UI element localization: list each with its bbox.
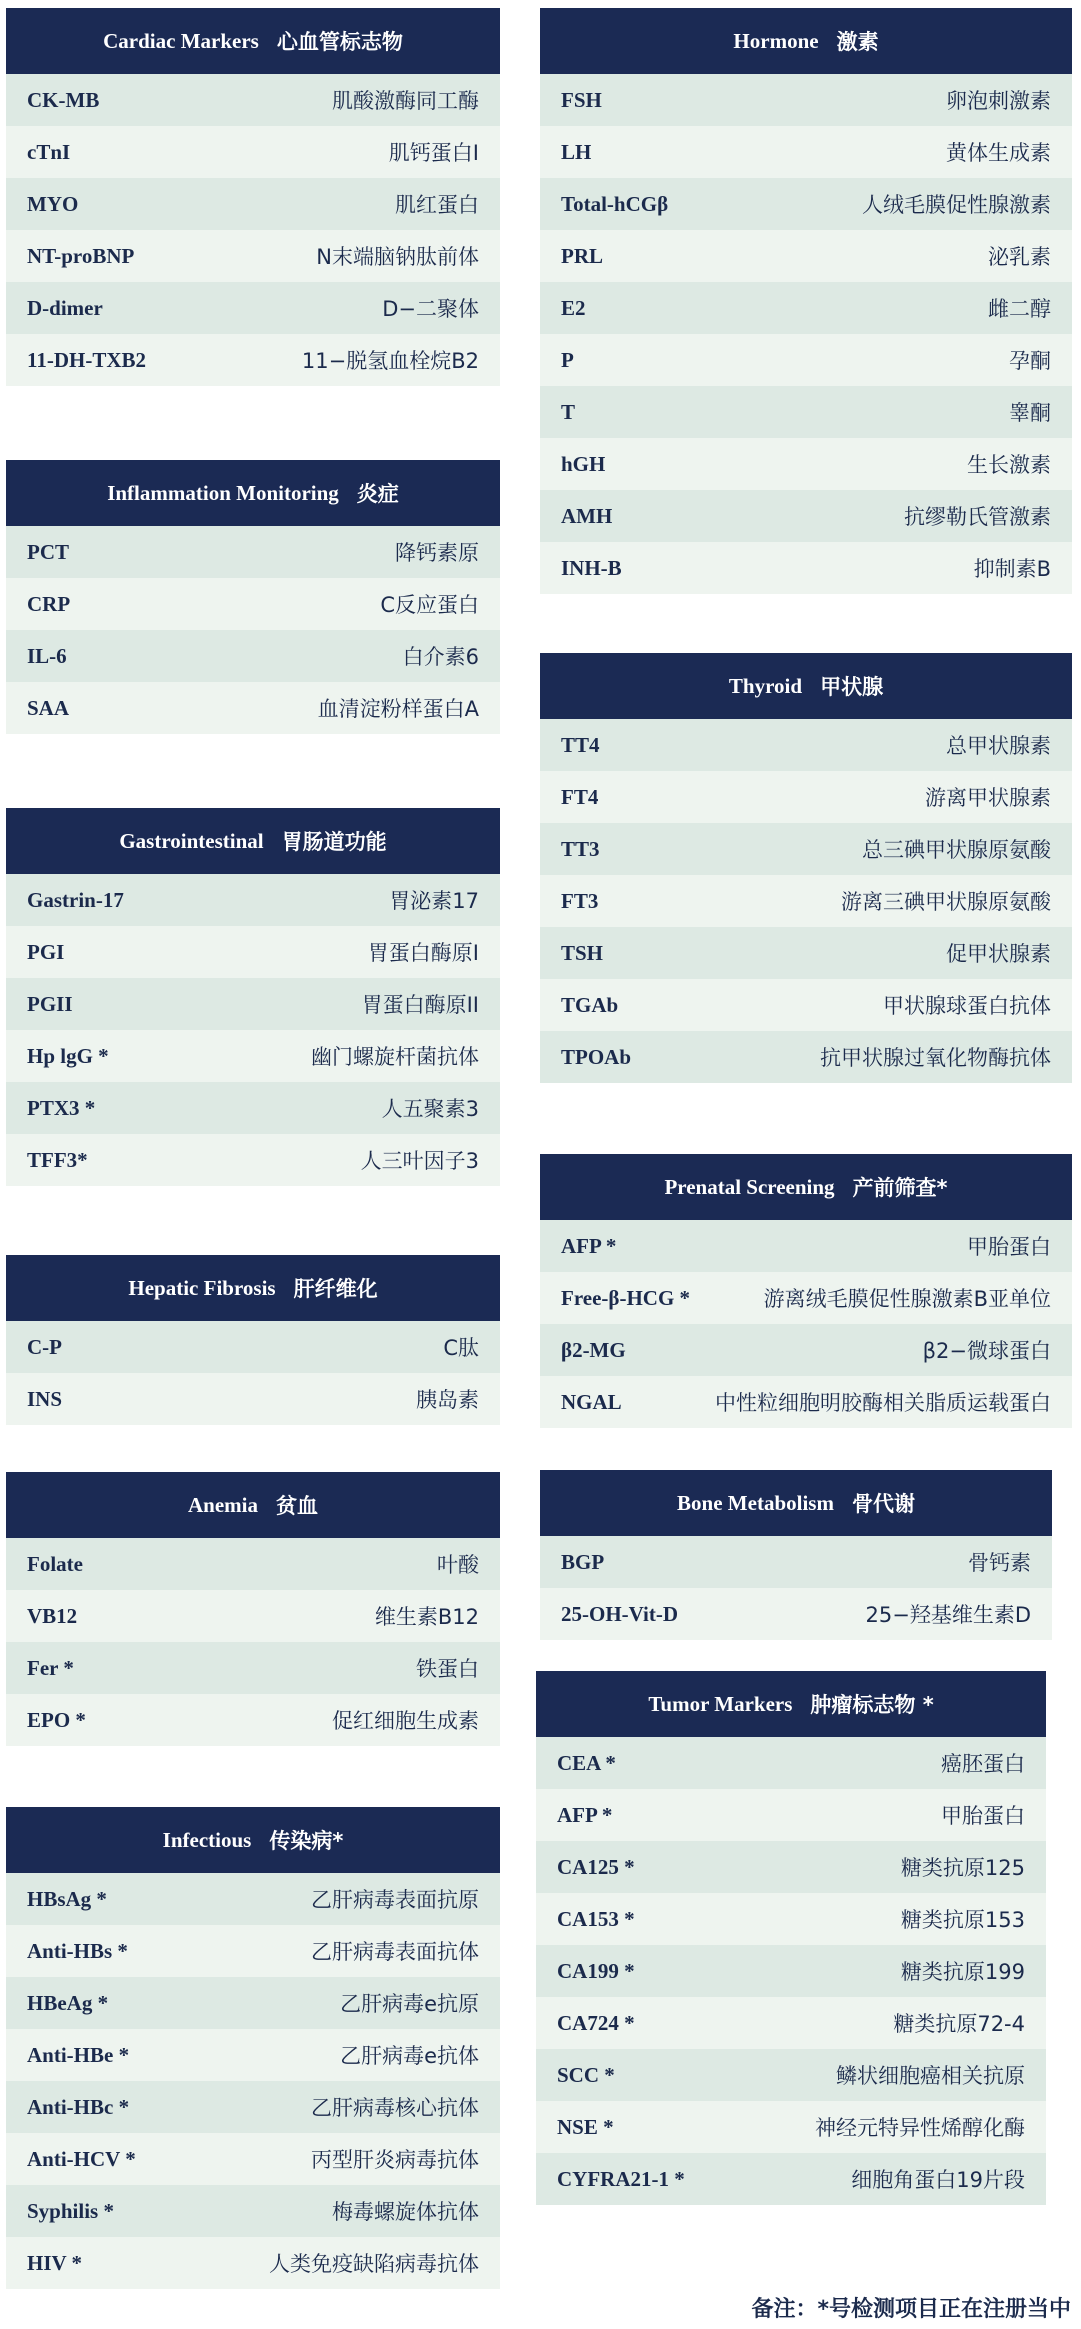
test-name: 肌酸激酶同工酶 xyxy=(332,89,479,113)
panel-title-zh: 炎症 xyxy=(356,482,399,506)
test-code: HIV * xyxy=(27,2250,83,2275)
table-row xyxy=(536,1737,1046,1789)
table-row xyxy=(6,178,500,230)
table-row xyxy=(6,2133,500,2185)
table-row xyxy=(6,282,500,334)
test-name: 甲胎蛋白 xyxy=(967,1235,1051,1259)
panel-rows xyxy=(6,1538,500,1746)
table-row xyxy=(6,1321,500,1373)
table-row xyxy=(6,874,500,926)
panel-rows xyxy=(6,1321,500,1425)
panel-title-en: Prenatal Screening xyxy=(664,1174,835,1199)
test-code: FT4 xyxy=(561,784,599,809)
test-code: PGI xyxy=(27,939,65,964)
table-row xyxy=(6,1373,500,1425)
test-code: 11-DH-TXB2 xyxy=(27,347,147,372)
test-name: 糖类抗原153 xyxy=(900,1908,1025,1932)
test-code: HBsAg * xyxy=(27,1886,107,1911)
test-code: Syphilis * xyxy=(27,2198,114,2223)
footnote: 备注：*号检测项目正在注册当中 xyxy=(751,2297,1071,2322)
table-row xyxy=(6,926,500,978)
panel-header xyxy=(6,460,500,526)
panel-header xyxy=(540,653,1072,719)
table-row xyxy=(6,2081,500,2133)
panel-prenatal xyxy=(540,1154,1072,1428)
test-name: 乙肝病毒e抗原 xyxy=(340,1992,479,2016)
table-row xyxy=(540,490,1072,542)
panel-rows xyxy=(540,719,1072,1083)
test-code: SAA xyxy=(27,695,70,720)
panel-title-zh: 贫血 xyxy=(276,1494,318,1518)
test-name: 血清淀粉样蛋白A xyxy=(317,697,479,721)
test-code: hGH xyxy=(561,451,606,476)
table-row xyxy=(540,74,1072,126)
test-name: 白介素6 xyxy=(402,645,479,669)
test-code: SCC * xyxy=(557,2062,615,2087)
table-row xyxy=(540,1376,1072,1428)
table-row xyxy=(540,823,1072,875)
test-name: 总甲状腺素 xyxy=(946,734,1051,758)
panel-hepatic xyxy=(6,1255,500,1425)
test-code: cTnI xyxy=(27,139,71,164)
test-code: PCT xyxy=(27,539,69,564)
test-name: 肌红蛋白 xyxy=(395,193,479,217)
test-name: 癌胚蛋白 xyxy=(941,1752,1025,1776)
panel-rows xyxy=(536,1737,1046,2205)
table-row xyxy=(536,1841,1046,1893)
table-row xyxy=(6,334,500,386)
test-name: 神经元特异性烯醇化酶 xyxy=(815,2116,1025,2140)
test-code: LH xyxy=(561,139,592,164)
panel-infectious xyxy=(6,1807,500,2289)
test-code: Folate xyxy=(27,1551,83,1576)
test-name: 人三叶因子3 xyxy=(360,1149,479,1173)
test-code: CEA * xyxy=(557,1750,616,1775)
test-code: Gastrin-17 xyxy=(27,887,124,912)
test-name: 生长激素 xyxy=(967,453,1051,477)
test-name: 肌钙蛋白I xyxy=(388,141,479,165)
table-row xyxy=(6,2029,500,2081)
test-name: 卵泡刺激素 xyxy=(946,89,1051,113)
test-name: 乙肝病毒e抗体 xyxy=(340,2044,479,2068)
table-row xyxy=(6,978,500,1030)
test-code: 25-OH-Vit-D xyxy=(561,1601,679,1626)
test-name: β2−微球蛋白 xyxy=(922,1339,1051,1363)
panel-title-en: Hepatic Fibrosis xyxy=(128,1275,276,1300)
panel-header xyxy=(540,1154,1072,1220)
test-code: Total-hCGβ xyxy=(561,191,669,216)
test-code: TSH xyxy=(561,940,604,965)
test-name: 梅毒螺旋体抗体 xyxy=(332,2200,479,2224)
test-name: 人绒毛膜促性腺激素 xyxy=(862,193,1051,217)
table-row xyxy=(6,230,500,282)
panel-title-en: Thyroid xyxy=(728,673,803,698)
panel-rows xyxy=(540,1536,1052,1640)
panel-title-zh: 甲状腺 xyxy=(820,675,884,699)
table-row xyxy=(540,542,1072,594)
test-code: TT4 xyxy=(561,732,600,757)
table-row xyxy=(6,2237,500,2289)
test-code: C-P xyxy=(27,1334,62,1359)
test-name: 叶酸 xyxy=(437,1553,479,1577)
table-row xyxy=(6,1590,500,1642)
panel-title-zh: 骨代谢 xyxy=(851,1492,915,1516)
test-code: TT3 xyxy=(561,836,600,861)
panel-rows xyxy=(6,1873,500,2289)
panel-title-zh: 产前筛查* xyxy=(852,1176,948,1200)
panel-header xyxy=(540,1470,1052,1536)
panel-title-en: Tumor Markers xyxy=(648,1691,793,1716)
test-code: CA199 * xyxy=(557,1958,635,1983)
panel-title-en: Inflammation Monitoring xyxy=(107,480,339,505)
table-row xyxy=(536,1893,1046,1945)
test-name: 人类免疫缺陷病毒抗体 xyxy=(269,2252,479,2276)
table-row xyxy=(536,1789,1046,1841)
test-code: CA125 * xyxy=(557,1854,635,1879)
table-row xyxy=(536,1997,1046,2049)
table-row xyxy=(6,630,500,682)
panel-cardiac xyxy=(6,8,500,386)
test-code: AFP * xyxy=(561,1233,617,1258)
test-name: D−二聚体 xyxy=(382,297,479,321)
panel-rows xyxy=(540,74,1072,594)
test-name: 游离三碘甲状腺原氨酸 xyxy=(841,890,1051,914)
panel-title-en: Cardiac Markers xyxy=(103,28,259,53)
table-row xyxy=(540,771,1072,823)
test-code: E2 xyxy=(561,295,586,320)
panel-title-zh: 传染病* xyxy=(269,1829,344,1853)
test-code: Anti-HCV * xyxy=(27,2146,136,2171)
test-code: Hp lgG * xyxy=(27,1043,109,1068)
table-row xyxy=(540,1536,1052,1588)
panel-title-en: Hormone xyxy=(733,28,819,53)
test-name: 促红细胞生成素 xyxy=(332,1709,479,1733)
test-code: INS xyxy=(27,1386,63,1411)
test-code: Free-β-HCG * xyxy=(561,1285,691,1310)
test-code: BGP xyxy=(561,1549,605,1574)
test-name: 丙型肝炎病毒抗体 xyxy=(311,2148,479,2172)
test-name: N末端脑钠肽前体 xyxy=(316,245,479,269)
table-row xyxy=(6,1925,500,1977)
table-row xyxy=(540,1588,1052,1640)
test-name: 雌二醇 xyxy=(988,297,1051,321)
test-code: TPOAb xyxy=(561,1044,632,1069)
panel-title-zh: 肿瘤标志物 * xyxy=(810,1693,934,1717)
table-row xyxy=(540,438,1072,490)
table-row xyxy=(540,230,1072,282)
test-name: 糖类抗原199 xyxy=(900,1960,1025,1984)
test-code: NGAL xyxy=(561,1389,622,1414)
panel-title-zh: 激素 xyxy=(836,30,879,54)
test-name: 黄体生成素 xyxy=(946,141,1051,165)
table-row xyxy=(540,178,1072,230)
test-code: T xyxy=(561,399,576,424)
test-code: FT3 xyxy=(561,888,599,913)
test-name: C肽 xyxy=(443,1336,479,1360)
table-row xyxy=(540,1220,1072,1272)
panel-tumor xyxy=(536,1671,1046,2205)
panel-gastro xyxy=(6,808,500,1186)
test-name: 乙肝病毒核心抗体 xyxy=(311,2096,479,2120)
panel-rows xyxy=(6,874,500,1186)
test-name: 维生素B12 xyxy=(374,1605,479,1629)
table-row xyxy=(536,2153,1046,2205)
test-name: 胰岛素 xyxy=(416,1388,479,1412)
test-name: 胃蛋白酶原II xyxy=(361,993,479,1017)
test-name: 乙肝病毒表面抗体 xyxy=(311,1940,479,1964)
test-code: D-dimer xyxy=(27,295,103,320)
test-code: TFF3* xyxy=(27,1147,88,1172)
test-code: INH-B xyxy=(561,555,622,580)
table-row xyxy=(540,1031,1072,1083)
panel-rows xyxy=(6,526,500,734)
table-row xyxy=(6,1642,500,1694)
test-name: 11−脱氢血栓烷B2 xyxy=(301,349,479,373)
test-code: P xyxy=(561,347,574,372)
table-row xyxy=(536,2101,1046,2153)
panel-title-en: Anemia xyxy=(188,1492,258,1517)
panel-anemia xyxy=(6,1472,500,1746)
test-code: Anti-HBc * xyxy=(27,2094,130,2119)
test-code: Anti-HBs * xyxy=(27,1938,128,1963)
test-name: 抑制素B xyxy=(973,557,1051,581)
table-row xyxy=(536,2049,1046,2101)
test-name: 铁蛋白 xyxy=(416,1657,479,1681)
test-code: NSE * xyxy=(557,2114,614,2139)
table-row xyxy=(6,2185,500,2237)
test-name: 胃泌素17 xyxy=(389,889,479,913)
test-code: TGAb xyxy=(561,992,619,1017)
test-name: 鳞状细胞癌相关抗原 xyxy=(836,2064,1025,2088)
test-name: C反应蛋白 xyxy=(380,593,479,617)
test-name: 抗甲状腺过氧化物酶抗体 xyxy=(820,1046,1051,1070)
test-code: AMH xyxy=(561,503,613,528)
panel-title-zh: 肝纤维化 xyxy=(293,1277,378,1301)
panel-rows xyxy=(540,1220,1072,1428)
test-code: CK-MB xyxy=(27,87,100,112)
test-name: 抗缪勒氏管激素 xyxy=(904,505,1051,529)
table-row xyxy=(536,1945,1046,1997)
test-code: Fer * xyxy=(27,1655,74,1680)
test-name: 中性粒细胞明胶酶相关脂质运载蛋白 xyxy=(715,1391,1051,1415)
test-name: 细胞角蛋白19片段 xyxy=(851,2168,1025,2192)
test-name: 骨钙素 xyxy=(968,1551,1031,1575)
test-code: CYFRA21-1 * xyxy=(557,2166,685,2191)
table-row xyxy=(540,1324,1072,1376)
table-row xyxy=(6,1134,500,1186)
test-code: PGII xyxy=(27,991,73,1016)
test-code: PRL xyxy=(561,243,603,268)
table-row xyxy=(6,1538,500,1590)
test-code: MYO xyxy=(27,191,79,216)
table-row xyxy=(6,1873,500,1925)
panel-header xyxy=(540,8,1072,74)
test-name: 睾酮 xyxy=(1009,401,1051,425)
panel-header xyxy=(6,1255,500,1321)
test-code: CA724 * xyxy=(557,2010,635,2035)
panel-header xyxy=(6,8,500,74)
table-row xyxy=(540,126,1072,178)
test-name: 游离绒毛膜促性腺激素B亚单位 xyxy=(763,1287,1051,1311)
test-name: 乙肝病毒表面抗原 xyxy=(311,1888,479,1912)
table-row xyxy=(540,334,1072,386)
test-code: VB12 xyxy=(27,1603,78,1628)
panel-header xyxy=(6,1807,500,1873)
test-code: PTX3 * xyxy=(27,1095,96,1120)
test-code: CRP xyxy=(27,591,71,616)
table-row xyxy=(540,979,1072,1031)
test-name: 孕酮 xyxy=(1009,349,1051,373)
table-row xyxy=(6,1977,500,2029)
table-row xyxy=(540,719,1072,771)
panel-title-zh: 心血管标志物 xyxy=(276,30,403,54)
test-code: AFP * xyxy=(557,1802,613,1827)
test-name: 幽门螺旋杆菌抗体 xyxy=(311,1045,479,1069)
test-code: IL-6 xyxy=(27,643,67,668)
panel-rows xyxy=(6,74,500,386)
table-row xyxy=(540,875,1072,927)
table-row xyxy=(6,126,500,178)
test-name: 甲胎蛋白 xyxy=(941,1804,1025,1828)
test-name: 糖类抗原125 xyxy=(900,1856,1025,1880)
table-row xyxy=(540,386,1072,438)
panel-title-en: Bone Metabolism xyxy=(677,1490,834,1515)
test-name: 甲状腺球蛋白抗体 xyxy=(883,994,1051,1018)
test-name: 25−羟基维生素D xyxy=(865,1603,1031,1627)
panel-header xyxy=(6,1472,500,1538)
table-row xyxy=(540,1272,1072,1324)
table-row xyxy=(6,1694,500,1746)
panel-thyroid xyxy=(540,653,1072,1083)
test-name: 人五聚素3 xyxy=(381,1097,479,1121)
test-name: 糖类抗原72-4 xyxy=(893,2012,1025,2036)
table-row xyxy=(6,682,500,734)
test-name: 促甲状腺素 xyxy=(946,942,1051,966)
table-row xyxy=(540,282,1072,334)
table-row xyxy=(6,1030,500,1082)
test-code: CA153 * xyxy=(557,1906,635,1931)
test-name: 泌乳素 xyxy=(988,245,1051,269)
test-code: EPO * xyxy=(27,1707,86,1732)
table-row xyxy=(6,74,500,126)
test-name: 总三碘甲状腺原氨酸 xyxy=(862,838,1051,862)
panel-bone xyxy=(540,1470,1052,1640)
test-code: FSH xyxy=(561,87,602,112)
test-code: β2-MG xyxy=(561,1337,626,1362)
table-row xyxy=(540,927,1072,979)
test-code: NT-proBNP xyxy=(27,243,135,268)
table-row xyxy=(6,578,500,630)
test-code: HBeAg * xyxy=(27,1990,109,2015)
panel-inflammation xyxy=(6,460,500,734)
test-name: 胃蛋白酶原I xyxy=(367,941,479,965)
test-name: 降钙素原 xyxy=(395,541,479,565)
panel-title-en: Gastrointestinal xyxy=(119,828,264,853)
panel-header xyxy=(6,808,500,874)
panel-hormone xyxy=(540,8,1072,594)
table-row xyxy=(6,1082,500,1134)
table-row xyxy=(6,526,500,578)
test-code: Anti-HBe * xyxy=(27,2042,130,2067)
panel-title-zh: 胃肠道功能 xyxy=(281,830,387,854)
panel-title-en: Infectious xyxy=(162,1827,252,1852)
panel-header xyxy=(536,1671,1046,1737)
test-name: 游离甲状腺素 xyxy=(925,786,1051,810)
